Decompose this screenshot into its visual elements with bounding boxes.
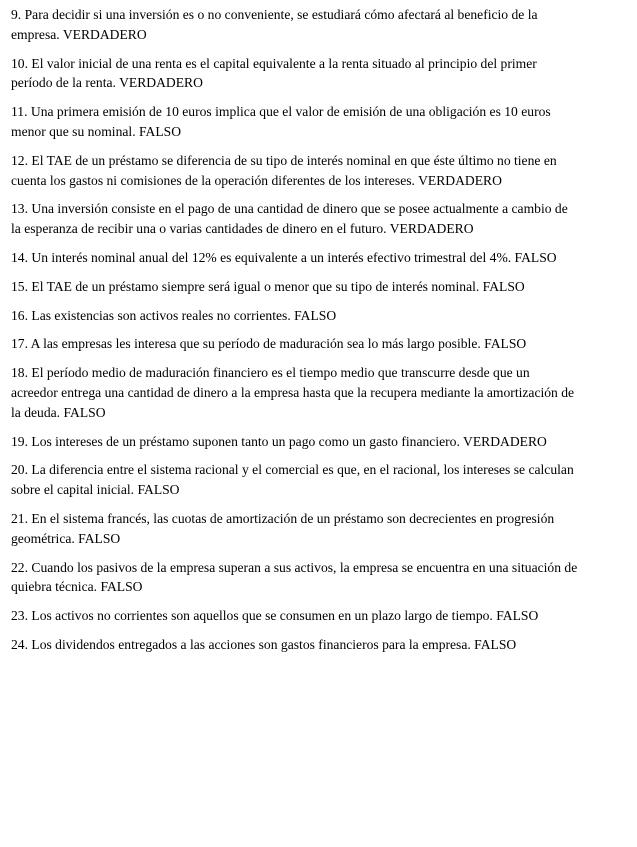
statement-16: 16. Las existencias son activos reales no corrientes. FALSO <box>11 307 337 323</box>
statement-11: 11. Una primera emisión de 10 euros implica que el valor de emisión de una obligación es 10 euros menor que su nominal. FALSO <box>11 104 551 139</box>
statement-15: 15. El TAE de un préstamo siempre será igual o menor que su tipo de interés nominal. FALSO <box>11 278 525 294</box>
statement-9: 9. Para decidir si una inversión es o no conveniente, se estudiará cómo afectará al beneficio de la empresa. VERDADERO <box>11 7 538 42</box>
statement-21: 21. En el sistema francés, las cuotas de amortización de un préstamo son decrecientes en progresión geométrica. FALSO <box>11 510 555 546</box>
statement-14: 14. Un interés nominal anual del 12% es equivalente a un interés efectivo trimestral del 4%. FALSO <box>11 249 557 265</box>
statement-19: 19. Los intereses de un préstamo suponen tanto un pago como un gasto financiero. VERDADERO <box>11 433 547 449</box>
statement-10: 10. El valor inicial de una renta es el capital equivalente a la renta situado al principio del primer período de la renta. VERDADERO <box>11 55 537 91</box>
statement-22: 22. Cuando los pasivos de la empresa superan a sus activos, la empresa se encuentra en una situación de quiebra técnica. FALSO <box>11 559 578 595</box>
statement-13: 13. Una inversión consiste en el pago de una cantidad de dinero que se posee actualmente a cambio de la esperanza de recibir una o varias cantidades de dinero en el futuro. VERDADERO <box>11 201 568 237</box>
statement-20: 20. La diferencia entre el sistema racional y el comercial es que, en el racional, los intereses se calculan sobre el capital inicial. FALSO <box>11 462 574 498</box>
statement-17: 17. A las empresas les interesa que su período de maduración sea lo más largo posible. FALSO <box>11 336 527 352</box>
statement-12: 12. El TAE de un préstamo se diferencia de su tipo de interés nominal en que éste último no tiene en cuenta los gastos ni comisiones de la operación diferentes de los intereses. VERDADERO <box>11 152 557 188</box>
statement-18: 18. El período medio de maduración financiero es el tiempo medio que transcurre desde que un acreedor entrega una cantidad de dinero a la empresa hasta que la recupera mediante la amortización de la deuda. FALSO <box>11 365 575 420</box>
document-body <box>11 5 579 655</box>
statement-23: 23. Los activos no corrientes son aquellos que se consumen en un plazo largo de tiempo. FALSO <box>11 608 539 624</box>
statement-24: 24. Los dividendos entregados a las acciones son gastos financieros para la empresa. FALSO <box>11 636 517 652</box>
